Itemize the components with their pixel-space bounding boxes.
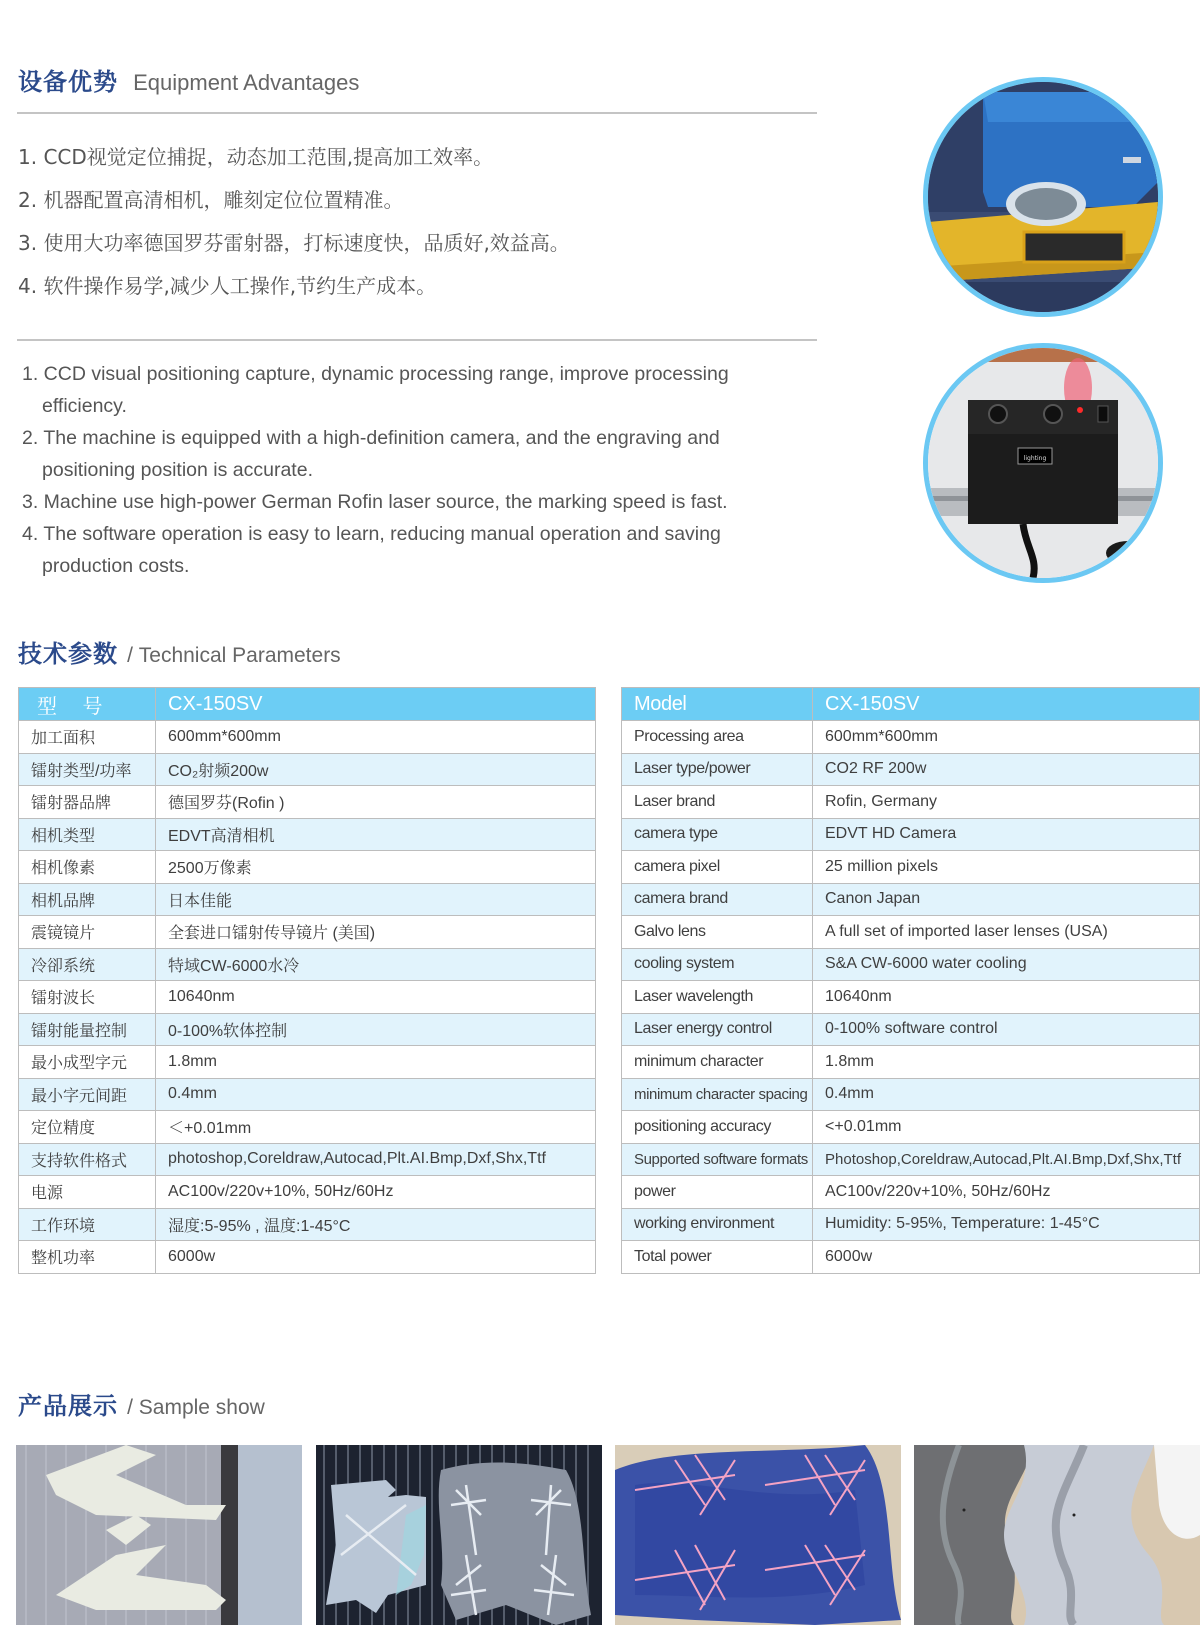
param-label: Laser wavelength: [622, 981, 813, 1014]
list-item: 2. The machine is equipped with a high-definition camera, and the engraving and positioning position is accurate.: [22, 427, 720, 481]
param-value: 6000w: [156, 1241, 596, 1274]
spec-table-en: [621, 687, 1200, 1274]
param-value: Humidity: 5-95%, Temperature: 1-45°C: [813, 1208, 1200, 1241]
param-value: 600mm*600mm: [156, 721, 596, 754]
table-row: [622, 1143, 1200, 1176]
param-label: 定位精度: [19, 1111, 156, 1144]
param-value: ＜+0.01mm: [156, 1111, 596, 1144]
param-value: 特域CW-6000水冷: [156, 948, 596, 981]
table-row: [622, 1013, 1200, 1046]
param-value: 日本佳能: [156, 883, 596, 916]
param-label: 冷卻系统: [19, 948, 156, 981]
table-row: [622, 1208, 1200, 1241]
param-label: Processing area: [622, 721, 813, 754]
divider: [17, 112, 817, 114]
table-row: [19, 1013, 596, 1046]
param-value: Rofin, Germany: [813, 786, 1200, 819]
param-label: 相机品牌: [19, 883, 156, 916]
param-label: cooling system: [622, 948, 813, 981]
camera-image: [928, 82, 1158, 312]
table-row: [19, 851, 596, 884]
table-row: [622, 916, 1200, 949]
param-label: Laser type/power: [622, 753, 813, 786]
param-value: 10640nm: [813, 981, 1200, 1014]
param-label: 镭射波长: [19, 981, 156, 1014]
list-item: 3. Machine use high-power German Rofin laser source, the marking speed is fast.: [22, 491, 728, 513]
sample-image: [16, 1445, 302, 1625]
sample-white-cut-pieces: [16, 1445, 302, 1625]
table-row: [622, 786, 1200, 819]
table-row: [19, 1078, 596, 1111]
param-label: 加工面积: [19, 721, 156, 754]
list-item: 1. CCD视觉定位捕捉，动态加工范围,提高加工效率。: [18, 145, 494, 169]
param-value: 德国罗芬(Rofin ): [156, 786, 596, 819]
advantages-heading: [18, 62, 359, 97]
table-header: [622, 688, 1200, 721]
table-row: [19, 948, 596, 981]
param-value: CO2 RF 200w: [813, 753, 1200, 786]
table-row: [19, 818, 596, 851]
advantages-list-cn: [18, 142, 818, 314]
param-label: camera brand: [622, 883, 813, 916]
param-value: S&A CW-6000 water cooling: [813, 948, 1200, 981]
param-label: Total power: [622, 1241, 813, 1274]
param-value: 2500万像素: [156, 851, 596, 884]
table-row: [19, 721, 596, 754]
sample-blue-laser-marked: [615, 1445, 901, 1625]
table-row: [622, 1046, 1200, 1079]
param-label: 相机像素: [19, 851, 156, 884]
param-label: 震镜镜片: [19, 916, 156, 949]
table-row: [19, 1241, 596, 1274]
samples-title-en: / Sample show: [127, 1396, 265, 1419]
table-row: [19, 786, 596, 819]
param-label: Supported software formats: [622, 1143, 813, 1176]
param-value: 0-100% software control: [813, 1013, 1200, 1046]
param-value: 1.8mm: [813, 1046, 1200, 1079]
parameters-title-en: / Technical Parameters: [127, 644, 341, 667]
param-value: Photoshop,Coreldraw,Autocad,Plt.AI.Bmp,Dxf,Shx,Ttf: [813, 1143, 1200, 1176]
param-value: CO₂射频200w: [156, 753, 596, 786]
param-label: Laser brand: [622, 786, 813, 819]
table-row: [622, 818, 1200, 851]
advantages-list-en: [22, 358, 792, 582]
param-label: 整机功率: [19, 1241, 156, 1274]
list-item: 1. CCD visual positioning capture, dynamic processing range, improve processing efficiency.: [22, 363, 729, 417]
param-value: 0.4mm: [813, 1078, 1200, 1111]
controller-image: [928, 348, 1158, 578]
divider: [17, 339, 817, 341]
param-value: 全套进口镭射传导镜片 (美国): [156, 916, 596, 949]
param-label: power: [622, 1176, 813, 1209]
table-row: [19, 1176, 596, 1209]
table-row: [19, 981, 596, 1014]
param-value: 25 million pixels: [813, 851, 1200, 884]
param-label: camera pixel: [622, 851, 813, 884]
table-row: [622, 883, 1200, 916]
table-row: [19, 1208, 596, 1241]
param-value: 0.4mm: [156, 1078, 596, 1111]
list-item: 4. The software operation is easy to learn, reducing manual operation and saving production costs.: [22, 523, 721, 577]
list-item: 3. 使用大功率德国罗芬雷射器，打标速度快，品质好,效益高。: [18, 231, 570, 255]
param-label: Galvo lens: [622, 916, 813, 949]
header-cell: CX-150SV: [813, 688, 1200, 721]
param-label: Laser energy control: [622, 1013, 813, 1046]
table-row: [19, 1111, 596, 1144]
sample-translucent-panels: [316, 1445, 602, 1625]
advantages-title-en: Equipment Advantages: [133, 70, 360, 95]
ccd-camera-head-photo: [923, 77, 1163, 317]
param-label: camera type: [622, 818, 813, 851]
header-cell: 型 号: [19, 688, 156, 721]
param-label: minimum character: [622, 1046, 813, 1079]
sample-image: [316, 1445, 602, 1625]
param-label: 最小成型字元: [19, 1046, 156, 1079]
param-label: 支持软件格式: [19, 1143, 156, 1176]
table-row: [622, 1176, 1200, 1209]
param-value: EDVT HD Camera: [813, 818, 1200, 851]
table-row: [19, 883, 596, 916]
param-label: 镭射能量控制: [19, 1013, 156, 1046]
table-row: [622, 753, 1200, 786]
param-value: 6000w: [813, 1241, 1200, 1274]
table-row: [622, 1111, 1200, 1144]
param-value: 1.8mm: [156, 1046, 596, 1079]
sample-grey-wave-pieces: [914, 1445, 1200, 1625]
param-value: AC100v/220v+10%, 50Hz/60Hz: [156, 1176, 596, 1209]
parameters-title-cn: 技术参数: [18, 640, 118, 668]
param-value: EDVT高清相机: [156, 818, 596, 851]
param-value: <+0.01mm: [813, 1111, 1200, 1144]
param-label: 镭射类型/功率: [19, 753, 156, 786]
param-label: 最小字元间距: [19, 1078, 156, 1111]
param-label: minimum character spacing: [622, 1078, 813, 1111]
list-item: 4. 软件操作易学,减少人工操作,节约生产成本。: [18, 274, 437, 298]
param-value: 600mm*600mm: [813, 721, 1200, 754]
param-label: working environment: [622, 1208, 813, 1241]
table-row: [622, 851, 1200, 884]
param-value: AC100v/220v+10%, 50Hz/60Hz: [813, 1176, 1200, 1209]
param-value: 10640nm: [156, 981, 596, 1014]
table-row: [19, 1143, 596, 1176]
param-label: 工作环境: [19, 1208, 156, 1241]
param-value: A full set of imported laser lenses (USA): [813, 916, 1200, 949]
light-controller-photo: [923, 343, 1163, 583]
parameters-heading: [18, 634, 341, 669]
table-row: [19, 753, 596, 786]
table-row: [622, 1241, 1200, 1274]
table-header: [19, 688, 596, 721]
param-label: 相机类型: [19, 818, 156, 851]
table-row: [622, 721, 1200, 754]
header-cell: CX-150SV: [156, 688, 596, 721]
svg-text:lighting: lighting: [1023, 455, 1047, 462]
advantages-title-cn: 设备优势: [18, 68, 118, 96]
samples-heading: [18, 1386, 265, 1421]
list-item: 2. 机器配置高清相机，雕刻定位位置精准。: [18, 188, 404, 212]
table-row: [622, 1078, 1200, 1111]
sample-image: [914, 1445, 1200, 1625]
spec-table-cn: [18, 687, 596, 1274]
table-row: [19, 1046, 596, 1079]
samples-title-cn: 产品展示: [18, 1392, 118, 1420]
param-label: 电源: [19, 1176, 156, 1209]
param-value: Canon Japan: [813, 883, 1200, 916]
param-value: 湿度:5-95% , 温度:1-45°C: [156, 1208, 596, 1241]
param-value: 0-100%软体控制: [156, 1013, 596, 1046]
sample-image: [615, 1445, 901, 1625]
table-row: [622, 948, 1200, 981]
table-row: [622, 981, 1200, 1014]
header-cell: Model: [622, 688, 813, 721]
table-row: [19, 916, 596, 949]
param-label: positioning accuracy: [622, 1111, 813, 1144]
param-label: 镭射器品牌: [19, 786, 156, 819]
param-value: photoshop,Coreldraw,Autocad,Plt.AI.Bmp,Dxf,Shx,Ttf: [156, 1143, 596, 1176]
